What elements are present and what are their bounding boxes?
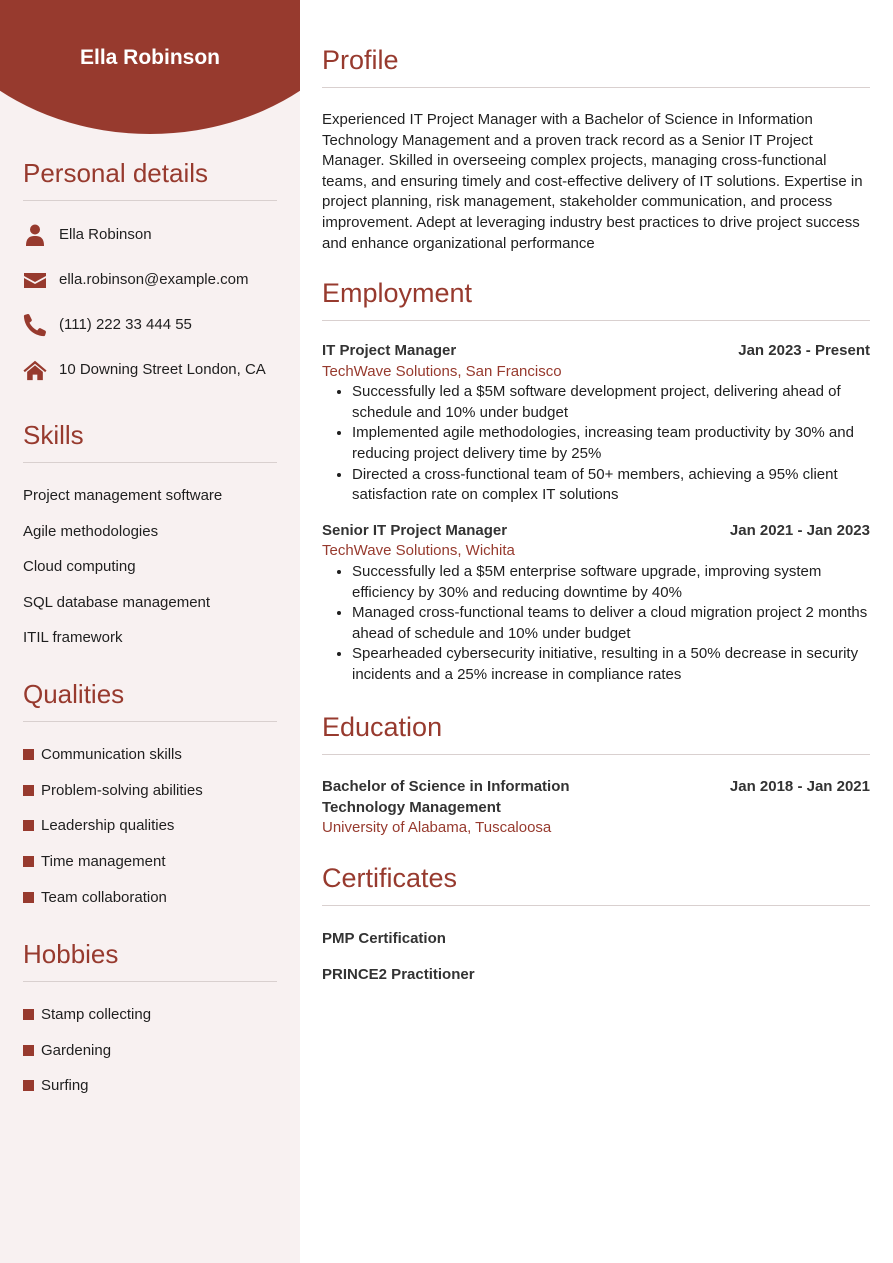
square-bullet-icon [23, 820, 34, 831]
quality-item: Communication skills [23, 737, 277, 773]
quality-item: Leadership qualities [23, 808, 277, 844]
job-bullet: • Spearheaded cybersecurity initiative, resulting in a 50% decrease in security incidents and a 25% increase in compliance rates [352, 644, 870, 685]
square-bullet-icon [23, 1080, 34, 1091]
square-bullet-icon [23, 892, 34, 903]
profile-text: Experienced IT Project Manager with a Bachelor of Science in Information Technology Management and a proven track record as a Senior IT Project Manager. Skilled in overseeing complex projects, managing cross-functional teams, and ensuring timely and cost-effective delivery of IT solutions. Expertise in project planning, risk management, stakeholder communication, and process improvement. Adept at leveraging industry best practices to drive project success and enhance organizational performance [322, 111, 863, 252]
detail-address-value: 10 Downing Street London, CA [59, 361, 266, 378]
skill-item: Agile methodologies [23, 522, 159, 540]
education-section [322, 712, 870, 839]
hobby-item: Surfing [23, 1068, 277, 1104]
skill-item: SQL database management [23, 593, 211, 611]
job-entry [322, 341, 870, 506]
quality-item: Time management [23, 844, 277, 880]
job-dates: Jan 2023 - Present [738, 342, 870, 359]
job-title: Senior IT Project Manager [322, 521, 508, 539]
profile-heading: Profile [322, 45, 870, 88]
qualities-section [23, 679, 277, 915]
job-bullet: • Directed a cross-functional team of 50+ members, achieving a 95% client satisfaction rate on complex IT solutions [352, 465, 870, 506]
detail-address [23, 347, 277, 392]
job-bullets [322, 562, 870, 686]
certificate-item: PMP Certification [322, 930, 446, 947]
profile-section [322, 45, 870, 254]
envelope-icon [23, 268, 47, 292]
person-icon [23, 223, 47, 247]
square-bullet-icon [23, 785, 34, 796]
job-title: IT Project Manager [322, 342, 457, 359]
certificates-section [322, 863, 870, 992]
skill-item: ITIL framework [23, 629, 123, 647]
hobbies-heading: Hobbies [23, 939, 277, 982]
square-bullet-icon [23, 856, 34, 867]
skills-section [23, 420, 277, 656]
detail-email-value[interactable]: ella.robinson@example.com [59, 271, 249, 288]
qualities-heading: Qualities [23, 679, 277, 722]
job-entry [322, 521, 870, 686]
detail-email [23, 257, 277, 302]
skill-item: Project management software [23, 487, 223, 504]
personal-details-section [23, 158, 277, 392]
square-bullet-icon [23, 1009, 34, 1020]
candidate-name: Ella Robinson [79, 46, 220, 69]
personal-details-heading: Personal details [23, 158, 277, 201]
employment-section [322, 278, 870, 686]
job-dates: Jan 2021 - Jan 2023 [729, 521, 870, 539]
quality-item: Problem-solving abilities [23, 773, 277, 809]
job-company: TechWave Solutions, Wichita [322, 542, 515, 560]
job-company: TechWave Solutions, San Francisco [322, 362, 562, 380]
hobby-item: Stamp collecting [23, 997, 277, 1033]
job-bullet: • Successfully led a $5M software development project, delivering ahead of schedule and 10% under budget [352, 382, 870, 423]
education-heading: Education [322, 712, 870, 755]
employment-heading: Employment [322, 278, 870, 321]
job-bullets [322, 382, 870, 506]
certificates-heading: Certificates [322, 863, 870, 906]
hobby-item: Gardening [23, 1033, 277, 1069]
education-dates: Jan 2018 - Jan 2021 [729, 778, 870, 795]
certificate-item: PRINCE2 Practitioner [322, 965, 475, 983]
detail-phone [23, 302, 277, 347]
education-degree: Bachelor of Science in Information Technology Management [322, 778, 570, 816]
home-icon [23, 358, 47, 382]
quality-item: Team collaboration [23, 879, 277, 915]
detail-phone-value: (111) 222 33 444 55 [59, 316, 192, 333]
skills-heading: Skills [23, 420, 277, 463]
job-bullet: • Managed cross-functional teams to deliver a cloud migration project 2 months ahead of schedule and 10% under budget [352, 603, 870, 644]
education-school: University of Alabama, Tuscaloosa [322, 819, 552, 837]
square-bullet-icon [23, 1045, 34, 1056]
skill-item: Cloud computing [23, 558, 136, 576]
square-bullet-icon [23, 749, 34, 760]
detail-name-value: Ella Robinson [59, 226, 152, 243]
job-bullet: • Successfully led a $5M enterprise software upgrade, improving system efficiency by 30% and reducing downtime by 40% [352, 562, 870, 603]
hobbies-section [23, 939, 277, 1104]
detail-name [23, 212, 277, 257]
phone-icon [23, 313, 47, 337]
sidebar [0, 0, 300, 1263]
job-bullet: • Implemented agile methodologies, increasing team productivity by 30% and reducing project delivery time by 25% [352, 423, 870, 464]
